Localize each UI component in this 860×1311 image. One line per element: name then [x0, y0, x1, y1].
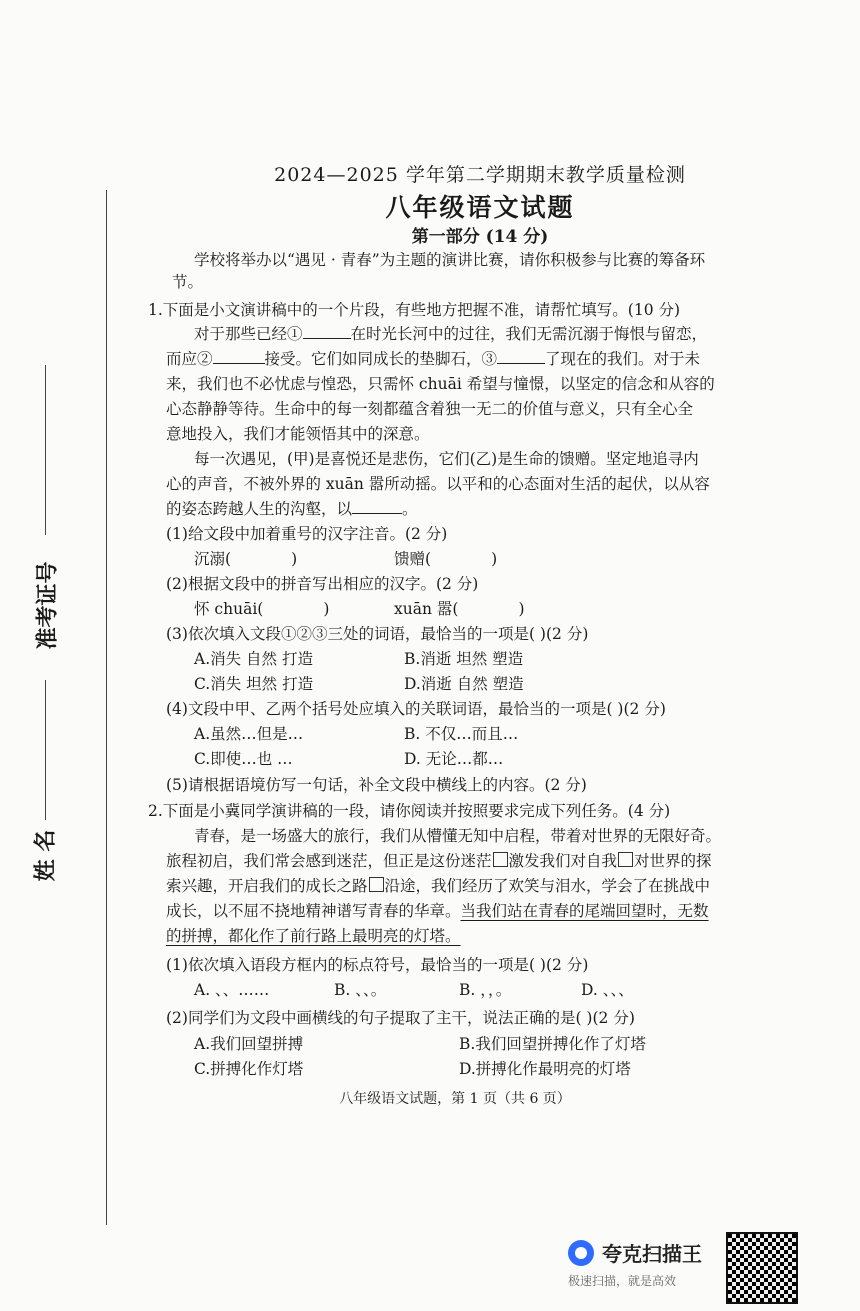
- scanner-name: 夸克扫描王: [602, 1242, 702, 1266]
- exam-title: 八年级语文试题: [385, 193, 575, 222]
- question-2-stem: 2.下面是小冀同学演讲稿的一段，请你阅读并按照要求完成下列任务。(4 分): [148, 802, 671, 820]
- exam-heading: 2024—2025 学年第二学期期末教学质量检测: [274, 164, 686, 186]
- option-a[interactable]: A.我们回望拼搏: [194, 1035, 304, 1053]
- question-1-stem: 1.下面是小文演讲稿中的一个片段，有些地方把握不准，请帮忙填写。(10 分): [148, 301, 681, 319]
- scanner-slogan: 极速扫描，就是高效: [568, 1274, 677, 1288]
- intro-line: 节。: [172, 273, 204, 291]
- option-a[interactable]: A. 、、……: [194, 981, 270, 999]
- student-name-label: 姓 名: [32, 829, 59, 882]
- option-row: [150, 1034, 760, 1054]
- exam-id-label: 准考证号: [34, 561, 61, 650]
- option-row: [150, 724, 760, 744]
- hanzi-answer-row: 怀 chuāi( ) xuān 嚣( ): [194, 600, 525, 618]
- passage-line: 心态静静等待。生命中的每一刻都蕴含着独一无二的价值与意义，只有全心全: [166, 400, 694, 418]
- punctuation-box-3[interactable]: [369, 877, 384, 892]
- exam-id-blank: [45, 365, 46, 535]
- passage-line: 而应② 接受。它们如同成长的垫脚石，③ 了现在的我们。对于未: [166, 350, 701, 368]
- option-row: [150, 1059, 760, 1079]
- option-b[interactable]: B. 不仅…而且…: [404, 725, 519, 743]
- pinyin-answer-row: 沉溺( ) 馈赠( ): [194, 550, 498, 568]
- option-row: [150, 649, 760, 669]
- student-name-blank: [45, 680, 46, 820]
- option-d[interactable]: D. 、、、: [581, 981, 634, 999]
- option-c[interactable]: C.拼搏化作灯塔: [194, 1060, 304, 1078]
- option-a[interactable]: A.虽然…但是…: [194, 725, 304, 743]
- underlined-sentence: 当我们站在青春的尾端回望时，无数: [460, 902, 709, 920]
- underlined-sentence: 的拼搏，都化作了前行路上最明亮的灯塔。: [166, 927, 461, 945]
- passage-line: 青春，是一场盛大的旅行，我们从懵懂无知中启程，带着对世界的无限好奇。: [194, 827, 722, 845]
- passage-line: 心的声音，不被外界的 xuān 嚣所动摇。以平和的心态面对生活的起伏，以从容: [166, 475, 710, 493]
- page-footer: 八年级语文试题，第 1 页（共 6 页）: [339, 1091, 571, 1107]
- option-d[interactable]: D. 无论…都…: [404, 750, 504, 768]
- sub-question-1-3: (3)依次填入文段①②③三处的词语，最恰当的一项是( )(2 分): [166, 625, 589, 643]
- sub-question-1-1: (1)给文段中加着重号的汉字注音。(2 分): [166, 525, 448, 543]
- option-c[interactable]: C.即使…也 …: [194, 750, 293, 768]
- passage-line: 对于那些已经① 在时光长河中的过往，我们无需沉溺于悔恨与留恋，: [194, 325, 708, 343]
- passage-line: 意地投入，我们才能领悟其中的深意。: [166, 425, 430, 443]
- option-d[interactable]: D.消逝 自然 塑造: [404, 675, 524, 693]
- punctuation-box-2[interactable]: [618, 852, 633, 867]
- option-b[interactable]: B. 、、。: [334, 981, 387, 999]
- intro-line: 学校将举办以“遇见 · 青春”为主题的演讲比赛，请你积极参与比赛的筹备环: [194, 251, 706, 269]
- scanner-watermark: [568, 1232, 798, 1294]
- passage-line: 每一次遇见，(甲)是喜悦还是悲伤，它们(乙)是生命的馈赠。坚定地追寻内: [194, 450, 699, 468]
- passage-line: 成长，以不屈不挠地精神谱写青春的华章。当我们站在青春的尾端回望时，无数: [166, 902, 709, 920]
- passage-line: 来，我们也不必忧虑与惶恐，只需怀 chuāi 希望与憧憬，以坚定的信念和从容的: [166, 375, 715, 393]
- fill-blank-3[interactable]: [497, 349, 545, 364]
- sub-question-2-2: (2)同学们为文段中画横线的句子提取了主干，说法正确的是( )(2 分): [166, 1009, 635, 1027]
- option-c[interactable]: C.消失 坦然 打造: [194, 675, 314, 693]
- option-d[interactable]: D.拼搏化作最明亮的灯塔: [459, 1060, 631, 1078]
- option-b[interactable]: B.我们回望拼搏化作了灯塔: [459, 1035, 646, 1053]
- passage-line: [150, 926, 760, 946]
- sub-question-2-1: (1)依次填入语段方框内的标点符号，最恰当的一项是( )(2 分): [166, 956, 589, 974]
- punctuation-box-1[interactable]: [493, 852, 508, 867]
- option-row: [150, 980, 760, 1000]
- qr-code-icon: [726, 1232, 798, 1304]
- fill-blank-imitation[interactable]: [352, 499, 402, 514]
- sub-question-1-4: (4)文段中甲、乙两个括号处应填入的关联词语，最恰当的一项是( )(2 分): [166, 700, 666, 718]
- option-row: [150, 749, 760, 769]
- passage-line: 的姿态跨越人生的沟壑，以 。: [166, 500, 418, 518]
- passage-line: 旅程初启，我们常会感到迷茫，但正是这份迷茫 激发我们对自我 对世界的探: [166, 852, 712, 870]
- option-b[interactable]: B.消逝 坦然 塑造: [404, 650, 524, 668]
- sub-question-1-2: (2)根据文段中的拼音写出相应的汉字。(2 分): [166, 575, 479, 593]
- part-heading: 第一部分 (14 分): [411, 227, 549, 247]
- option-c[interactable]: B. ，，。: [459, 981, 512, 999]
- scanner-logo-icon: [568, 1240, 594, 1266]
- sub-question-1-5: (5)请根据语境仿写一句话，补全文段中横线上的内容。(2 分): [166, 776, 587, 794]
- fill-blank-2[interactable]: [213, 349, 265, 364]
- fill-blank-1[interactable]: [303, 324, 351, 339]
- option-row: [150, 674, 760, 694]
- binding-line: [106, 190, 107, 1225]
- option-a[interactable]: A.消失 自然 打造: [194, 650, 313, 668]
- passage-line: 索兴趣，开启我们的成长之路 沿途，我们经历了欢笑与泪水，学会了在挑战中: [166, 877, 711, 895]
